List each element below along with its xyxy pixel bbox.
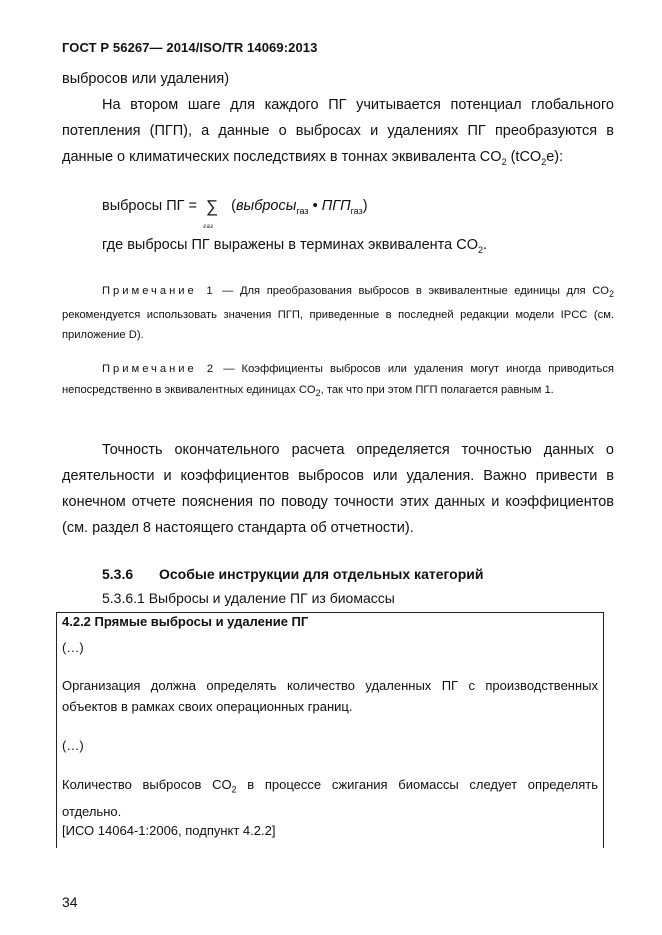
note-2 <box>62 359 614 403</box>
continued-line: выбросов или удаления) <box>62 71 230 87</box>
quote-paragraph-2 <box>62 774 598 822</box>
formula-explanation-end: . <box>483 237 488 253</box>
page-number: 34 <box>62 894 78 910</box>
document-header: ГОСТ Р 56267— 2014/ISO/TR 14069:2013 <box>62 40 318 55</box>
note-1-sub: 2 <box>608 289 614 300</box>
quote-ellipsis-2: (…) <box>62 738 84 753</box>
paragraph-gwp-end: e): <box>546 149 564 165</box>
note-2-text2: , так что при этом ПГП полагается равным 1. <box>320 383 554 396</box>
section-title: Особые инструкции для отдельных категорий <box>159 566 484 582</box>
sum-index: газ <box>203 224 214 230</box>
section-number: 5.3.6 <box>102 566 134 582</box>
paragraph-gwp-text: На втором шаге для каждого ПГ учитывается потенциал глобального потепления (ПГП), а данные о выбросах и удалениях ПГ преобразуются в данные о климатических последствиях в тоннах эквивалента CO <box>62 97 614 165</box>
subsection-title: 5.3.6.1 Выбросы и удаление ПГ из биомассы <box>102 590 395 606</box>
note-1-label: Примечание 1 <box>102 285 216 297</box>
paragraph-accuracy: Точность окончательного расчета определяется точностью данных о деятельности и коэффициентов выбросов или удаления. Важно привести в конечном отчете пояснения по поводу точности этих данных и коэффициентов (см. раздел 8 настоящего стандарта об отчетности). <box>62 442 614 536</box>
formula-lhs: выбросы ПГ = <box>102 198 198 214</box>
note-1-text2: рекомендуется использовать значения ПГП, приведенные в последней редакции модели IPCC (см. приложение D). <box>62 308 614 342</box>
formula-term-emissions-sub: газ <box>296 205 309 216</box>
formula-explanation-sub: 2 <box>478 244 484 255</box>
formula-paren-open: ( <box>231 198 236 214</box>
note-1 <box>62 281 614 346</box>
quote-heading: 4.2.2 Прямые выбросы и удаление ПГ <box>62 614 309 629</box>
formula-operator: • <box>308 198 322 214</box>
sum-glyph: ∑ <box>206 197 219 216</box>
note-2-text: — Коэффициенты выбросов или удаления могут иногда приводиться непосредственно в эквивалентных единицах CO <box>62 363 614 396</box>
quote-ellipsis-1: (…) <box>62 640 84 655</box>
quote-paragraph-2-a: Количество выбросов CO <box>62 777 232 792</box>
note-1-text: — Для преобразования выбросов в эквивалентные единицы для CO <box>215 285 609 297</box>
quote-paragraph-2-sub: 2 <box>231 784 237 795</box>
sum-symbol <box>201 197 223 230</box>
paragraph-gwp <box>62 92 614 175</box>
note-2-sub: 2 <box>315 387 321 398</box>
quote-paragraph-2-b: в процессе сжигания биомассы следует определять отдельно. <box>62 777 598 819</box>
formula-term-emissions: выбросы <box>235 198 297 214</box>
quote-reference: [ИСО 14064-1:2006, подпункт 4.2.2] <box>62 823 276 838</box>
quote-paragraph-1: Организация должна определять количество удаленных ПГ с производственных объектов в рамках своих операционных границ. <box>62 678 598 714</box>
paragraph-gwp-tail: (tCO <box>506 149 542 165</box>
tco2e-subscript: 2 <box>541 156 547 167</box>
note-2-label: Примечание 2 <box>102 363 217 375</box>
co2-subscript: 2 <box>501 156 507 167</box>
formula-term-gwp-sub: газ <box>350 205 363 216</box>
formula-explanation <box>62 232 614 263</box>
formula-term-gwp: ПГП <box>321 198 351 214</box>
formula <box>102 196 368 230</box>
formula-explanation-text: где выбросы ПГ выражены в терминах эквивалента CO <box>102 237 478 253</box>
formula-paren-close: ) <box>362 198 368 214</box>
